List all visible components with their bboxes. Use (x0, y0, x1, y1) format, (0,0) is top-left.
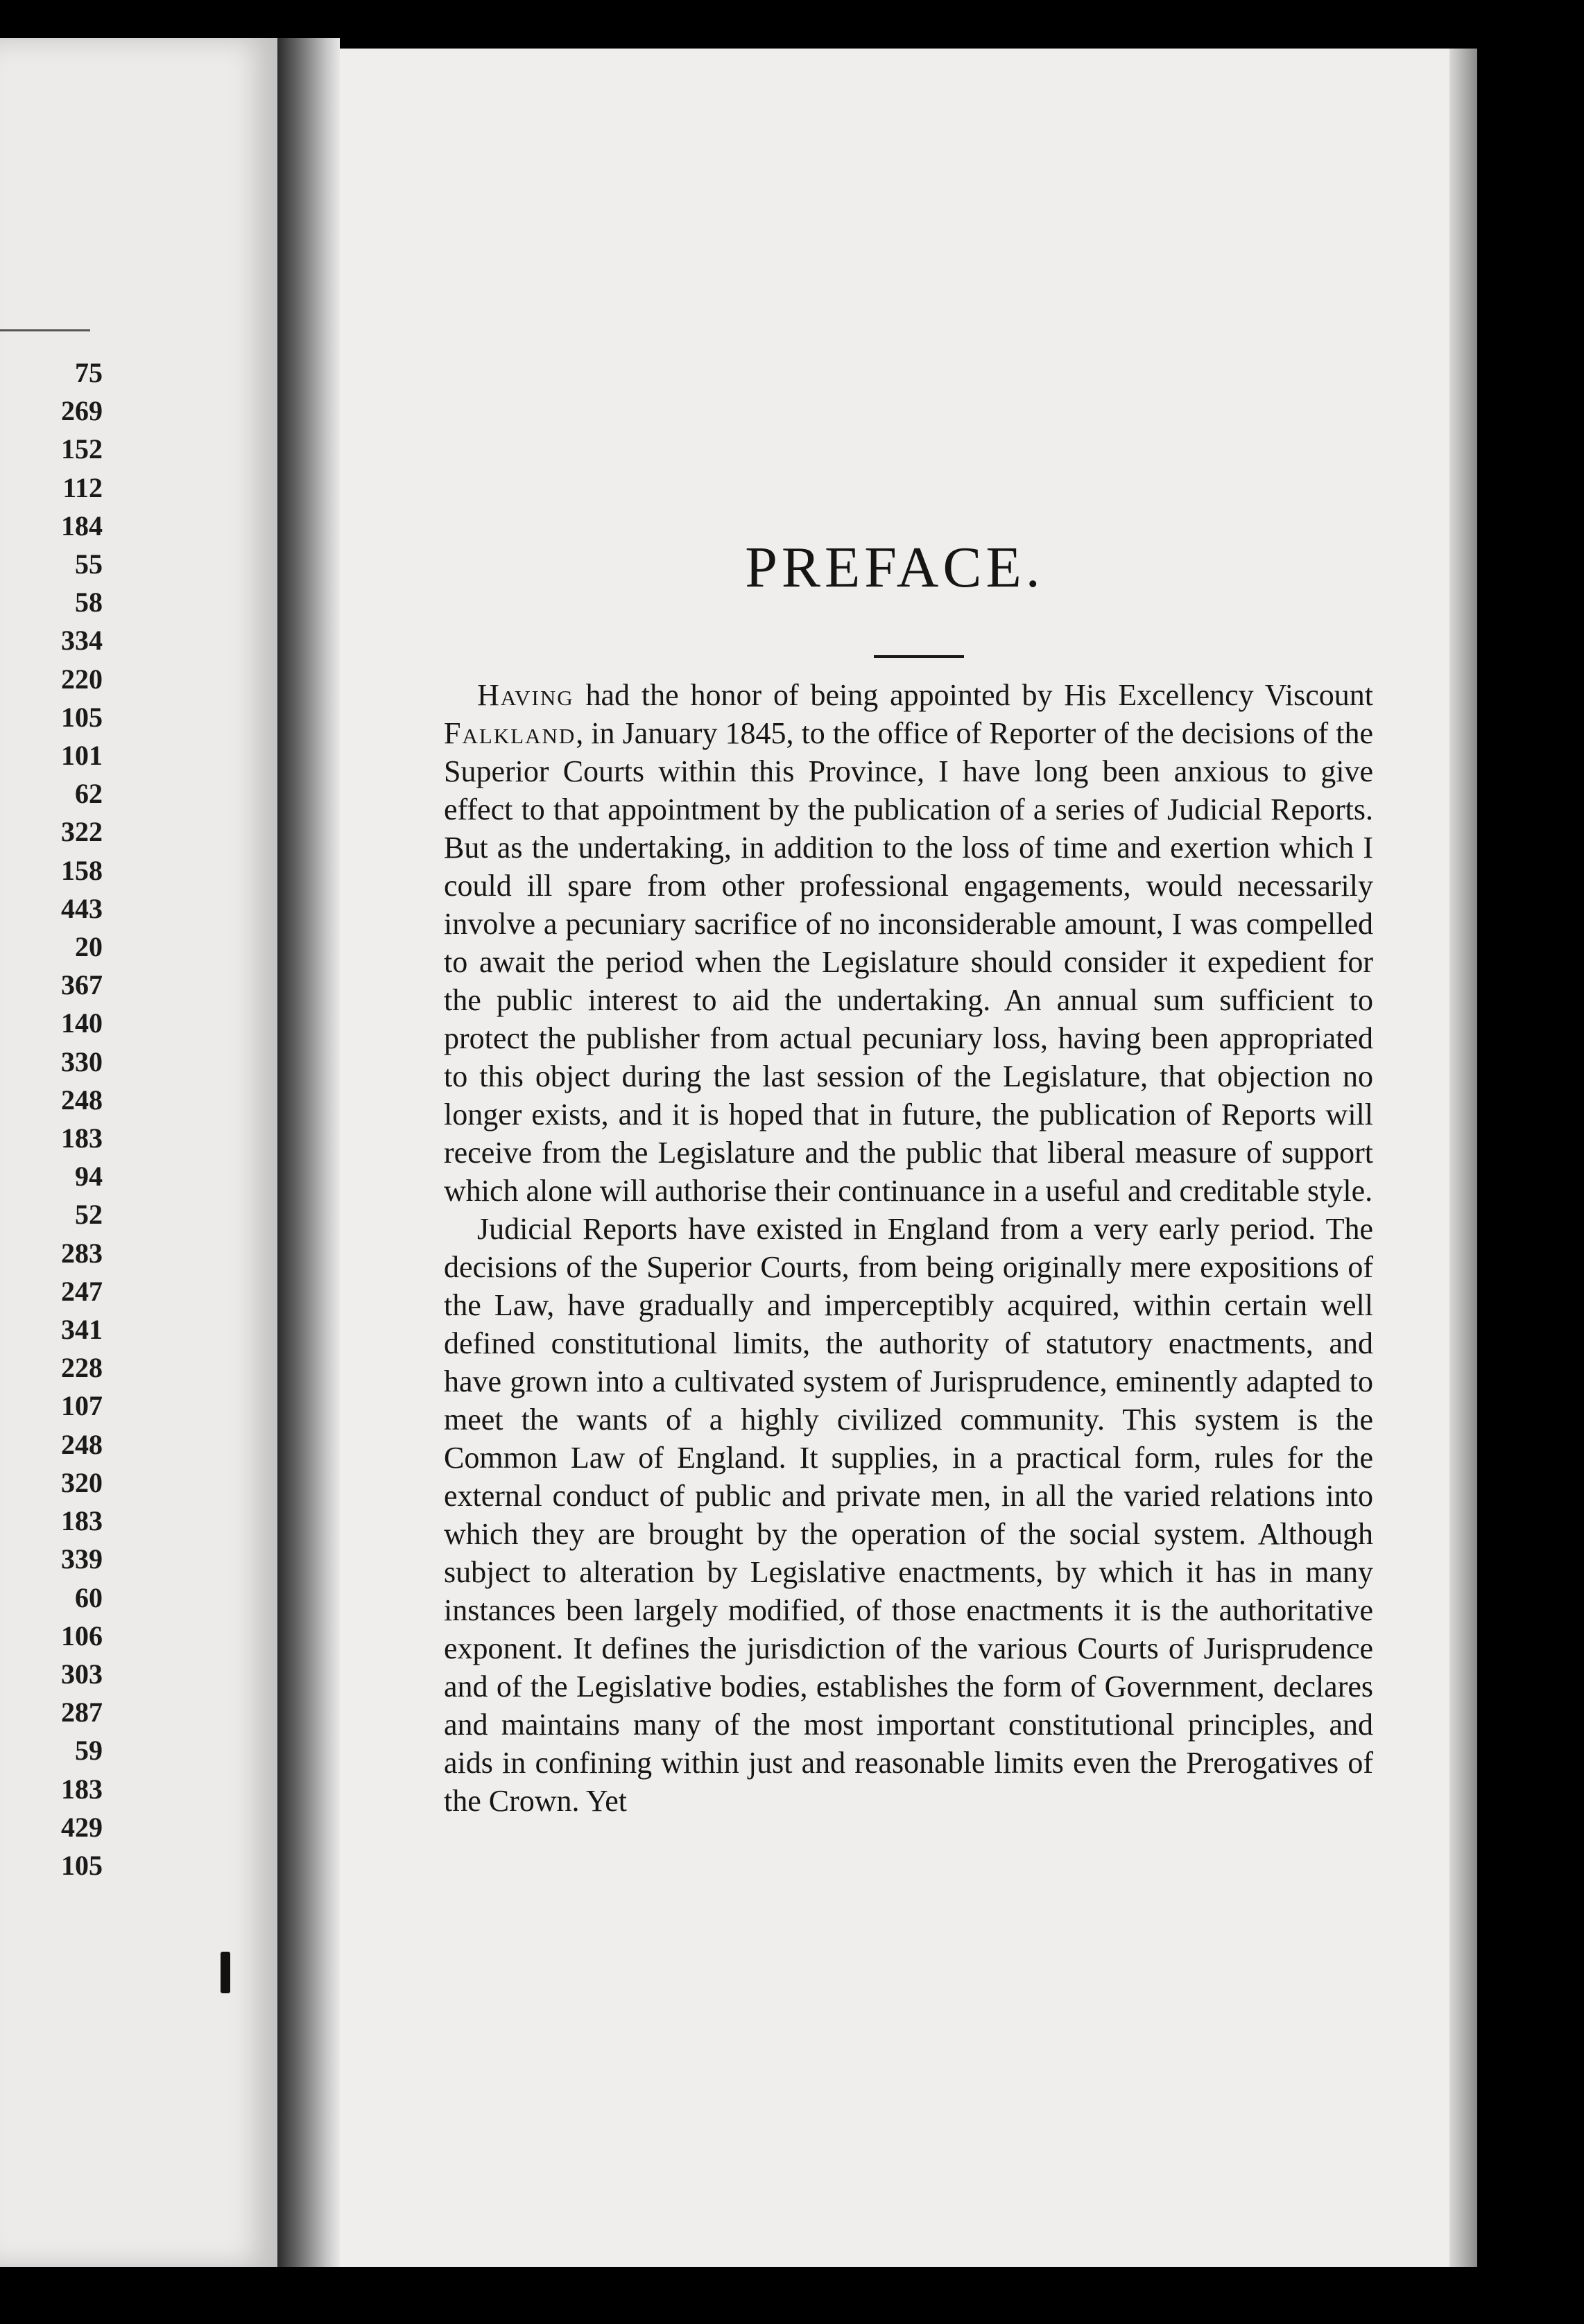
page-number: 183 (61, 1773, 103, 1805)
page-number: 59 (75, 1735, 103, 1767)
page-number: 322 (61, 816, 103, 848)
paragraph-1-text-b: , in January 1845, to the office of Reporter of the decisions of the Superior Courts within this Province, I have long been anxious to give effect to that appointment by the publication of a series of Judicial Reports. But as the undertaking, in addition to the loss of time and exertion which I could ill spare from other professional engagements, would necessarily involve a pecuniary sacrifice of no inconsiderable amount, I was compelled to await the period when the Legislature should consider it expedient for the public interest to aid the undertaking. An annual sum sufficient to protect the publisher from actual pecuniary loss, having been appropriated to this object during the last session of the Legislature, that objection no longer exists, and it is hoped that in future, the publication of Reports will receive from the Legislature and the public that liberal measure of support which alone will authorise their continuance in a useful and creditable style. (444, 716, 1373, 1208)
page-number: 283 (61, 1237, 103, 1269)
page-edge (1449, 49, 1477, 2267)
page-number: 60 (75, 1581, 103, 1613)
page-number: 334 (61, 625, 103, 657)
page-number: 140 (61, 1007, 103, 1039)
proper-name: Falkland (444, 716, 576, 750)
index-rule (0, 329, 90, 331)
page-number: 248 (61, 1428, 103, 1460)
page-number: 158 (61, 854, 103, 886)
page-number: 429 (61, 1811, 103, 1843)
page-number: 101 (61, 740, 103, 772)
page-number: 287 (61, 1697, 103, 1728)
preface-page (340, 49, 1449, 2267)
page-number: 367 (61, 969, 103, 1001)
page-number: 320 (61, 1466, 103, 1498)
page-number: 152 (61, 433, 103, 465)
page-number: 105 (61, 1849, 103, 1881)
page-number: 52 (75, 1199, 103, 1231)
drop-lead-word: Having (477, 678, 574, 712)
paragraph-2: Judicial Reports have existed in England from a very early period. The decisions of the Superior Courts, from being originally mere expositions of the Law, have gradually and imperceptibly acquired, within certain well defined constitutional limits, the authority of statutory enactments, and have grown into a cultivated system of Jurisprudence, eminently adapted to meet the wants of a highly civilized community. This system is the Common Law of England. It supplies, in a practical form, rules for the external conduct of public and private men, in all the varied relations into which they are brought by the operation of the social system. Although subject to alteration by Legislative enactments, by which it has in many instances been largely modified, of those enactments it is the authoritative exponent. It defines the jurisdiction of the various Courts of Jurisprudence and of the Legislative bodies, establishes the form of Government, declares and maintains many of the most important constitutional principles, and aids in confining within just and reasonable limits even the Prerogatives of the Crown. Yet (444, 1212, 1373, 1818)
page-title: PREFACE. (745, 535, 1044, 600)
preface-body (444, 676, 1373, 1820)
page-number: 228 (61, 1352, 103, 1384)
page-number: 339 (61, 1543, 103, 1575)
page-number: 443 (61, 892, 103, 924)
page-number: 184 (61, 510, 103, 541)
page-number: 55 (75, 548, 103, 580)
page-number: 62 (75, 778, 103, 810)
page-number-column (61, 354, 103, 1884)
page-number: 75 (75, 357, 103, 388)
page-number: 106 (61, 1620, 103, 1651)
page-number: 112 (62, 471, 103, 503)
page-number: 183 (61, 1122, 103, 1154)
page-number: 247 (61, 1275, 103, 1307)
title-rule (874, 655, 964, 658)
page-number: 341 (61, 1314, 103, 1346)
gutter-mark (221, 1952, 230, 1993)
page-number: 303 (61, 1658, 103, 1690)
paragraph-1-text-a: had the honor of being appointed by His Excellency Viscount (574, 678, 1373, 712)
page-number: 107 (61, 1390, 103, 1422)
page-number: 58 (75, 587, 103, 618)
paragraph-1 (444, 676, 1373, 1210)
page-number: 20 (75, 931, 103, 963)
book-gutter (277, 38, 340, 2267)
page-number: 220 (61, 663, 103, 695)
previous-page (0, 38, 284, 2267)
page-number: 183 (61, 1505, 103, 1537)
page-number: 105 (61, 701, 103, 733)
page-number: 330 (61, 1046, 103, 1077)
page-number: 248 (61, 1084, 103, 1116)
page-number: 269 (61, 395, 103, 427)
page-number: 94 (75, 1161, 103, 1193)
